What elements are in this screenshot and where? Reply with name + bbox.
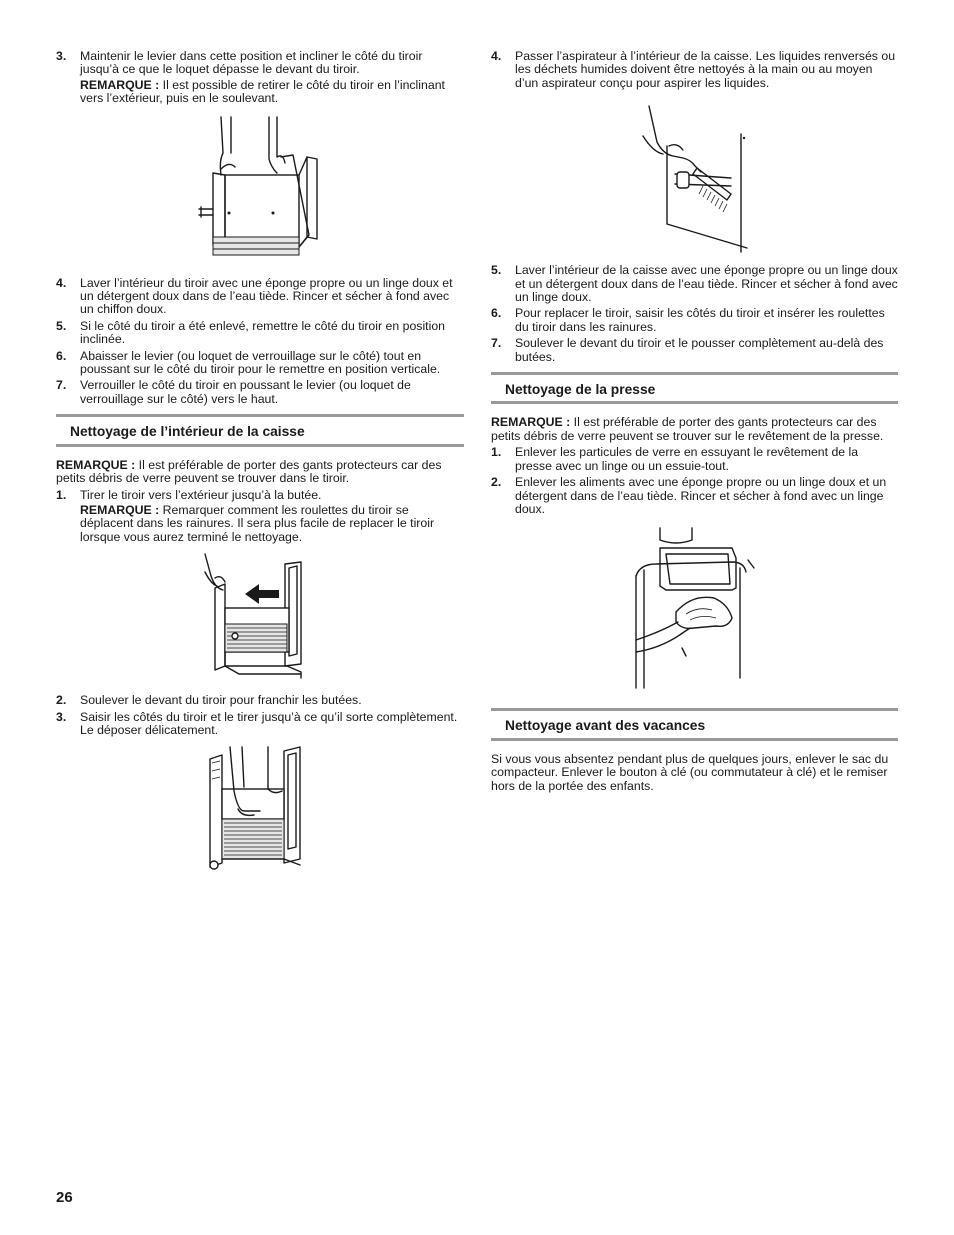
step-number: 7. [491, 336, 502, 351]
step-number: 2. [491, 475, 502, 490]
steps-list-left-1 [56, 277, 464, 407]
step-number: 4. [56, 275, 67, 290]
remark [491, 416, 898, 443]
list-item [56, 379, 464, 406]
step-text: Verrouiller le côté du tiroir en poussant le levier (ou loquet de verrouillage sur le côté) vers le haut. [80, 378, 411, 406]
remark [56, 459, 464, 486]
vacuum-cavity-illustration [643, 106, 747, 252]
step-text: Enlever les aliments avec une éponge propre ou un linge doux et un détergent dans de l’eau tiède. Rincer et sécher à fond avec un linge doux. [515, 475, 887, 516]
vacances-paragraph: Si vous vous absentez pendant plus de quelques jours, enlever le sac du compacteur. Enlever le bouton à clé (ou commutateur à clé) et le remiser hors de la portée des enfants. [491, 751, 889, 793]
note-label: REMARQUE : [491, 415, 571, 430]
note-text: Il est préférable de porter des gants protecteurs car des petits débris de verre peuvent se trouver dans le tiroir. [56, 457, 442, 486]
step-number: 5. [491, 263, 502, 278]
note-label: REMARQUE : [56, 457, 136, 472]
list-item [56, 320, 464, 347]
step-text: Tirer le tiroir vers l’extérieur jusqu’à la butée. [80, 487, 322, 502]
section-heading-interieur-caisse: Nettoyage de l’intérieur de la caisse [56, 414, 464, 446]
drawer-pull-out-illustration [205, 554, 315, 678]
note [80, 79, 464, 106]
note-label: REMARQUE : [80, 502, 160, 517]
note [80, 504, 464, 544]
note-text: Remarquer comment les roulettes du tiroir se déplacent dans les rainures. Il sera plus facile de replacer le tiroir lorsque vous aurez terminé le nettoyage. [80, 502, 435, 544]
step-text: Maintenir le levier dans cette position et incliner le côté du tiroir jusqu’à ce que le loquet dépasse le devant du tiroir. [80, 49, 423, 77]
step-left-3 [56, 50, 464, 106]
step-number: 3. [56, 709, 67, 724]
note-label: REMARQUE : [80, 77, 160, 92]
step-text: Enlever les particules de verre en essuyant le revêtement de la presse avec un linge ou un essuie-tout. [515, 445, 859, 473]
step-text: Saisir les côtés du tiroir et le tirer jusqu’à ce qu’il sorte complètement. Le déposer délicatement. [80, 709, 458, 737]
step-text: Pour replacer le tiroir, saisir les côtés du tiroir et insérer les roulettes du tiroir dans les rainures. [515, 306, 885, 334]
step-right-4 [491, 50, 898, 90]
step-text: Abaisser le levier (ou loquet de verrouillage sur le côté) tout en poussant sur le côté du tiroir pour le remettre en position verticale. [80, 348, 441, 377]
steps-list-right-1 [491, 264, 898, 364]
step-number: 1. [56, 487, 67, 502]
drawer-side-tilt-illustration [195, 117, 325, 265]
step-left-1 [56, 489, 464, 545]
step-number: 6. [56, 348, 67, 363]
step-text: Soulever le devant du tiroir et le pousser complètement au-delà des butées. [515, 336, 884, 364]
step-text: Laver l’intérieur de la caisse avec une éponge propre ou un linge doux et un détergent doux dans de l’eau tiède. Rincer et sécher à fond avec un linge doux. [515, 263, 898, 305]
section-heading-vacances: Nettoyage avant des vacances [491, 708, 898, 740]
right-column [491, 50, 898, 793]
step-number: 7. [56, 378, 67, 393]
step-number: 6. [491, 306, 502, 321]
list-item [56, 277, 464, 317]
step-text: Soulever le devant du tiroir pour franchir les butées. [80, 693, 362, 708]
steps-list-right-2 [491, 446, 898, 516]
step-number: 5. [56, 318, 67, 333]
step-number: 2. [56, 693, 67, 708]
list-item [491, 446, 898, 473]
list-item [491, 337, 898, 364]
list-item [491, 264, 898, 304]
step-text: Laver l’intérieur du tiroir avec une éponge propre ou un linge doux et un détergent doux dans de l’eau tiède. Rincer et sécher à fond avec un chiffon doux. [80, 275, 453, 317]
step-number: 1. [491, 445, 502, 460]
step-text: Si le côté du tiroir a été enlevé, remettre le côté du tiroir en position inclinée. [80, 318, 445, 347]
drawer-removal-illustration [202, 747, 318, 871]
list-item [56, 350, 464, 377]
steps-list-left-2 [56, 694, 464, 737]
step-number: 3. [56, 49, 67, 63]
note-text: Il est préférable de porter des gants protecteurs car des petits débris de verre peuvent se trouver sur le revêtement de la presse. [491, 415, 884, 443]
step-number: 4. [491, 49, 502, 63]
left-column [56, 50, 464, 871]
note-text: Il est possible de retirer le côté du tiroir en l’inclinant vers l’extérieur, puis en le soulevant. [80, 77, 445, 106]
ram-wiping-illustration [636, 528, 754, 688]
list-item [56, 711, 464, 738]
section-heading-presse: Nettoyage de la presse [491, 372, 898, 404]
step-text: Passer l’aspirateur à l’intérieur de la caisse. Les liquides renversés ou les déchets humides doivent être nettoyés à la main ou au moyen d’un aspirateur conçu pour aspirer les liquides. [515, 49, 896, 90]
page-number: 26 [56, 1189, 73, 1206]
list-item [491, 307, 898, 334]
list-item [56, 694, 464, 707]
list-item [491, 476, 898, 516]
